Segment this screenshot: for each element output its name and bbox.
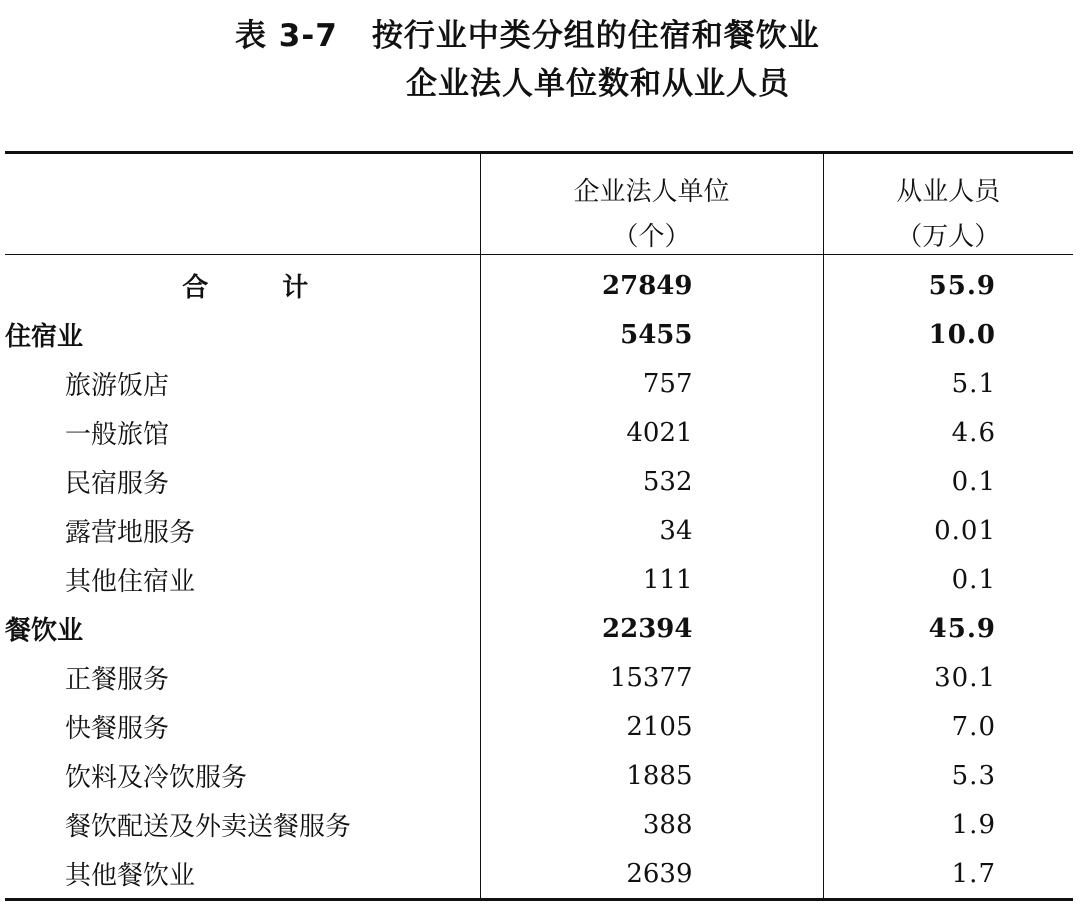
row-category-name: 其他餐饮业 bbox=[65, 861, 196, 891]
header-blank-2 bbox=[5, 214, 480, 255]
row-category-name: 住宿业 bbox=[5, 322, 84, 352]
row-employees-value: 0.1 bbox=[823, 555, 1073, 604]
table-row bbox=[5, 408, 1073, 457]
table-row bbox=[5, 702, 1073, 751]
table-row bbox=[5, 849, 1073, 900]
table-row bbox=[5, 310, 1073, 359]
table-row bbox=[5, 604, 1073, 653]
row-category-name: 一般旅馆 bbox=[65, 420, 170, 450]
row-units-value: 757 bbox=[480, 359, 823, 408]
header-employees-unit: （万人） bbox=[823, 214, 1073, 255]
row-employees-value: 0.01 bbox=[823, 506, 1073, 555]
row-units-value: 2639 bbox=[480, 849, 823, 900]
row-employees-value: 4.6 bbox=[823, 408, 1073, 457]
row-units-value: 27849 bbox=[480, 255, 823, 311]
row-units-value: 532 bbox=[480, 457, 823, 506]
row-units-value: 34 bbox=[480, 506, 823, 555]
table-row bbox=[5, 255, 1073, 311]
row-employees-value: 5.3 bbox=[823, 751, 1073, 800]
row-employees-value: 55.9 bbox=[823, 255, 1073, 311]
table-row bbox=[5, 359, 1073, 408]
row-units-value: 388 bbox=[480, 800, 823, 849]
row-category-name: 露营地服务 bbox=[65, 518, 196, 548]
row-category-name: 正餐服务 bbox=[65, 665, 170, 695]
row-employees-value: 5.1 bbox=[823, 359, 1073, 408]
table-row bbox=[5, 800, 1073, 849]
table-body bbox=[5, 255, 1073, 900]
table-row bbox=[5, 555, 1073, 604]
row-employees-value: 10.0 bbox=[823, 310, 1073, 359]
row-units-value: 111 bbox=[480, 555, 823, 604]
row-category-name: 民宿服务 bbox=[65, 469, 170, 499]
table-title-line-2: 企业法人单位数和从业人员 bbox=[406, 66, 790, 102]
row-units-value: 4021 bbox=[480, 408, 823, 457]
table-row bbox=[5, 457, 1073, 506]
row-units-value: 15377 bbox=[480, 653, 823, 702]
row-employees-value: 0.1 bbox=[823, 457, 1073, 506]
statistics-table bbox=[5, 151, 1073, 901]
row-category-name: 合 计 bbox=[182, 273, 333, 303]
header-units-unit: （个） bbox=[480, 214, 823, 255]
header-blank bbox=[5, 153, 480, 215]
row-category-name: 旅游饭店 bbox=[65, 371, 170, 401]
row-employees-value: 7.0 bbox=[823, 702, 1073, 751]
table-title-line-1 bbox=[235, 10, 1080, 55]
row-employees-value: 1.7 bbox=[823, 849, 1073, 900]
row-category-name: 餐饮配送及外卖送餐服务 bbox=[65, 812, 352, 842]
row-category-name: 餐饮业 bbox=[5, 616, 84, 646]
row-employees-value: 45.9 bbox=[823, 604, 1073, 653]
table-title-text: 按行业中类分组的住宿和餐饮业 bbox=[371, 18, 820, 54]
row-units-value: 2105 bbox=[480, 702, 823, 751]
row-employees-value: 1.9 bbox=[823, 800, 1073, 849]
table-row bbox=[5, 653, 1073, 702]
row-units-value: 5455 bbox=[480, 310, 823, 359]
header-employees-label: 从业人员 bbox=[823, 153, 1073, 215]
row-category-name: 快餐服务 bbox=[65, 714, 170, 744]
table-row bbox=[5, 506, 1073, 555]
row-category-name: 其他住宿业 bbox=[65, 567, 196, 597]
row-employees-value: 30.1 bbox=[823, 653, 1073, 702]
row-units-value: 1885 bbox=[480, 751, 823, 800]
header-units-label: 企业法人单位 bbox=[480, 153, 823, 215]
row-units-value: 22394 bbox=[480, 604, 823, 653]
row-category-name: 饮料及冷饮服务 bbox=[65, 763, 248, 793]
table-row bbox=[5, 751, 1073, 800]
table-header bbox=[5, 153, 1073, 255]
table-number: 表 3-7 bbox=[235, 18, 338, 54]
